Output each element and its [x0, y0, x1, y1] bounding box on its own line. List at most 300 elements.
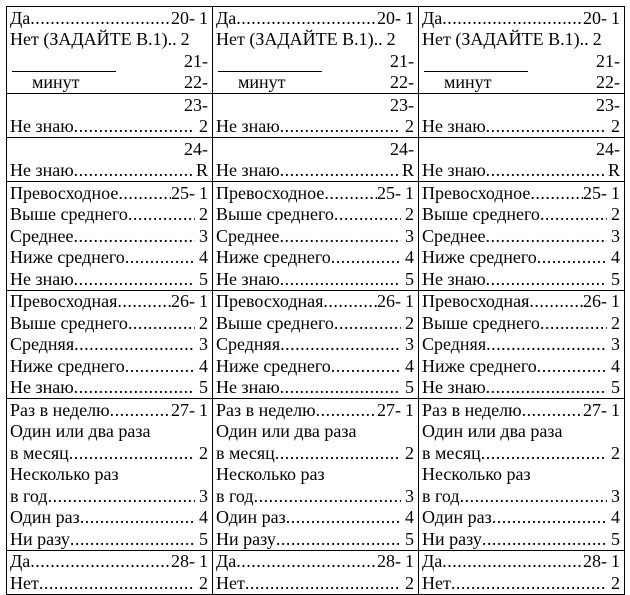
answer-label: Средняя [422, 334, 487, 354]
answer-label: Не знаю [422, 268, 486, 289]
answer-line [216, 485, 414, 507]
answer-line [216, 399, 414, 421]
dot-leader [276, 529, 401, 550]
dot-leader [486, 377, 607, 398]
question-number: 23- [596, 94, 620, 115]
answer-label: Выше среднего [422, 204, 540, 224]
answer-line [216, 334, 414, 356]
dot-leader [540, 313, 607, 334]
answer-label: Превосходное [422, 182, 531, 203]
dot-leader [442, 551, 583, 572]
answer-line [216, 507, 414, 529]
dot-leader [74, 377, 195, 398]
answer-label: Не знаю [10, 377, 74, 397]
answer-label: Один или два раза [216, 421, 357, 441]
answer-code: 2 [405, 442, 414, 463]
answer-code: 2 [611, 204, 620, 224]
answer-line [422, 507, 620, 529]
dot-leader [125, 356, 195, 377]
answer-line [10, 7, 208, 29]
answer-code: 3 [611, 334, 620, 354]
answer-line [422, 182, 620, 204]
answer-label: Да [10, 551, 31, 571]
answer-code: 5 [611, 377, 620, 397]
answer-cell [213, 7, 419, 94]
answer-cell [213, 399, 419, 551]
answer-label: Один раз [422, 507, 492, 527]
answer-line [216, 225, 414, 247]
question-number: 22- [390, 72, 414, 92]
question-number: 22- [596, 72, 620, 92]
answer-label: Не знаю [216, 268, 280, 289]
answer-line [10, 291, 208, 313]
question-number: 24- [184, 138, 208, 159]
blank-entry-line [218, 57, 322, 72]
question-number: 23- [184, 94, 208, 115]
dot-leader [492, 507, 607, 528]
dot-leader [537, 356, 607, 377]
answer-code: 2 [405, 116, 414, 136]
question-number-line [10, 50, 208, 72]
answer-line [10, 204, 208, 226]
answer-label: Раз в неделю [216, 399, 316, 420]
answer-line [422, 442, 620, 464]
answer-code: 5 [405, 268, 414, 289]
answer-line [422, 464, 620, 486]
answer-code: 1 [611, 551, 620, 571]
answer-code: 1 [199, 182, 208, 203]
dot-leader [110, 400, 171, 421]
answer-line [422, 377, 620, 399]
dot-leader [482, 529, 607, 550]
answer-line [10, 312, 208, 334]
answer-label: Не знаю [216, 160, 280, 180]
answer-line [422, 29, 620, 51]
answer-line [422, 204, 620, 226]
answer-line [216, 528, 414, 550]
answer-code: 2 [199, 442, 208, 463]
answer-code: 4 [405, 507, 414, 527]
answer-code: 1 [199, 551, 208, 571]
dot-leader [117, 291, 171, 312]
answer-line [216, 268, 414, 290]
answer-code: 1 [611, 399, 620, 420]
answer-code: 1 [405, 399, 414, 420]
answer-cell [419, 399, 625, 551]
answer-line [10, 182, 208, 204]
answer-code: 2 [199, 204, 208, 224]
dot-leader [280, 226, 401, 247]
answer-label: Не знаю [422, 377, 486, 397]
answer-line [216, 29, 414, 51]
answer-code: 2 [592, 29, 602, 49]
question-row [7, 550, 625, 594]
dot-leader [280, 116, 401, 137]
dot-leader [236, 8, 377, 29]
answer-label: Нет [216, 572, 245, 593]
answer-line [10, 334, 208, 356]
question-row [7, 399, 625, 551]
answer-cell [213, 182, 419, 291]
answer-grid [6, 6, 625, 595]
answer-label: Превосходная [216, 291, 324, 311]
question-number: 20- [171, 7, 195, 28]
answer-label: Ниже среднего [10, 247, 125, 267]
answer-code: 1 [611, 182, 620, 203]
answer-code: 2 [199, 572, 208, 593]
answer-code: 5 [405, 377, 414, 397]
question-number-line [422, 94, 620, 116]
answer-cell [7, 290, 213, 399]
dot-leader [486, 226, 607, 247]
answer-line [10, 528, 208, 550]
dot-leader [48, 486, 195, 507]
answer-code: 2 [405, 572, 414, 593]
answer-label: Несколько раз [216, 464, 325, 484]
answer-code: 5 [199, 528, 208, 549]
question-number: 24- [390, 138, 414, 159]
answer-cell [213, 290, 419, 399]
answer-cell [7, 399, 213, 551]
dot-leader [529, 291, 583, 312]
answer-line [10, 377, 208, 399]
answer-cell [7, 7, 213, 94]
answer-line [10, 442, 208, 464]
answer-cell [419, 550, 625, 594]
answer-code: R [195, 160, 208, 180]
answer-label: Нет [10, 572, 39, 593]
answer-code: 1 [611, 291, 620, 311]
answer-code: 5 [611, 268, 620, 289]
answer-label: в год [216, 485, 254, 506]
answer-label: в месяц [422, 442, 481, 463]
answer-line [10, 268, 208, 290]
answer-label: Один или два раза [422, 421, 563, 441]
answer-label: Не знаю [422, 116, 486, 136]
answer-line [216, 182, 414, 204]
dot-leader [280, 377, 401, 398]
answer-label: Выше среднего [422, 312, 540, 333]
dot-leader [280, 160, 398, 181]
dot-leader [286, 507, 401, 528]
answer-line [10, 355, 208, 377]
answer-line [216, 572, 414, 594]
dot-leader [481, 443, 607, 464]
answer-label: Ниже среднего [216, 355, 331, 376]
answer-code: 1 [405, 7, 414, 28]
dot-leader [280, 334, 401, 355]
answer-line [422, 72, 620, 94]
answer-code: 3 [405, 225, 414, 246]
answer-label: Не знаю [422, 160, 486, 180]
answer-code: 3 [611, 225, 620, 246]
answer-cell [419, 7, 625, 94]
answer-line [10, 29, 208, 51]
answer-label: в год [422, 485, 460, 506]
question-number-line [422, 138, 620, 160]
dot-leader [486, 269, 607, 290]
answer-code: 2 [611, 312, 620, 333]
answer-line [422, 312, 620, 334]
answer-label: Ниже среднего [422, 247, 537, 267]
answer-label: Раз в неделю [10, 399, 110, 420]
answer-code: 3 [405, 334, 414, 354]
question-number: 21- [184, 50, 208, 71]
answer-label: Нет [422, 572, 451, 593]
answer-line [10, 485, 208, 507]
dot-leader [522, 400, 583, 421]
answer-code: 2 [611, 116, 620, 136]
dot-leader [537, 247, 607, 268]
answer-code: 5 [405, 528, 414, 549]
answer-label: Выше среднего [10, 312, 128, 333]
question-row [7, 94, 625, 138]
answer-code: R [401, 160, 414, 180]
answer-line [216, 7, 414, 29]
dot-leader [254, 486, 401, 507]
answer-code: 4 [199, 507, 208, 527]
unit-label: минут [32, 72, 80, 92]
answer-label: Ниже среднего [216, 247, 331, 267]
answer-code: 1 [405, 182, 414, 203]
answer-code: 4 [199, 247, 208, 267]
answer-cell [419, 94, 625, 138]
answer-label: Один раз [216, 507, 286, 527]
answer-line [216, 204, 414, 226]
answer-code: 1 [199, 7, 208, 28]
answer-line [422, 551, 620, 573]
question-number: 27- [377, 399, 401, 420]
answer-label: Нет (ЗАДАЙТЕ В.1).. [10, 29, 177, 49]
unit-label: минут [444, 72, 492, 92]
answer-line [216, 377, 414, 399]
answer-code: 5 [611, 528, 620, 549]
answer-cell [7, 182, 213, 291]
answer-line [216, 312, 414, 334]
answer-line [216, 442, 414, 464]
dot-leader [74, 226, 195, 247]
answer-code: 4 [611, 247, 620, 267]
answer-cell [7, 138, 213, 182]
answer-code: 2 [386, 29, 396, 49]
answer-label: Нет (ЗАДАЙТЕ В.1).. [216, 29, 383, 49]
answer-code: 1 [611, 7, 620, 28]
answer-code: 2 [180, 29, 190, 49]
answer-label: Ниже среднего [422, 355, 537, 376]
answer-line [422, 160, 620, 182]
answer-line [422, 355, 620, 377]
answer-line [10, 116, 208, 138]
answer-label: Да [422, 551, 443, 571]
question-number: 25- [583, 182, 607, 203]
answer-label: в месяц [216, 442, 275, 463]
dot-leader [486, 334, 607, 355]
dot-leader [128, 204, 195, 225]
answer-line [216, 551, 414, 573]
dot-leader [74, 116, 195, 137]
dot-leader [118, 183, 171, 204]
dot-leader [442, 8, 583, 29]
answer-label: Не знаю [10, 116, 74, 136]
answer-code: 5 [199, 377, 208, 397]
dot-leader [334, 204, 401, 225]
answer-line [216, 160, 414, 182]
question-number-line [10, 94, 208, 116]
answer-line [422, 528, 620, 550]
dot-leader [334, 313, 401, 334]
answer-line [216, 247, 414, 269]
question-number-line [216, 138, 414, 160]
answer-label: Превосходная [10, 291, 118, 311]
answer-label: Среднее [216, 225, 280, 246]
dot-leader [80, 507, 195, 528]
question-number: 26- [583, 291, 607, 311]
question-number: 26- [171, 291, 195, 311]
dot-leader [74, 269, 195, 290]
dot-leader [331, 356, 401, 377]
answer-line [422, 421, 620, 443]
answer-cell [213, 94, 419, 138]
dot-leader [486, 116, 607, 137]
question-number: 20- [583, 7, 607, 28]
answer-line [10, 507, 208, 529]
answer-label: в год [10, 485, 48, 506]
answer-line [10, 160, 208, 182]
question-row [7, 138, 625, 182]
answer-line [10, 572, 208, 594]
dot-leader [323, 291, 377, 312]
answer-code: 1 [199, 399, 208, 420]
answer-code: 4 [405, 247, 414, 267]
unit-label: минут [238, 72, 286, 92]
answer-label: Не знаю [216, 377, 280, 397]
question-row [7, 182, 625, 291]
dot-leader [540, 204, 607, 225]
answer-line [422, 485, 620, 507]
answer-label: Раз в неделю [422, 399, 522, 420]
answer-code: 4 [611, 507, 620, 527]
answer-label: Не знаю [216, 116, 280, 136]
answer-code: 3 [199, 225, 208, 246]
answer-label: Несколько раз [422, 464, 531, 484]
answer-label: Ни разу [10, 528, 70, 549]
question-number: 28- [583, 551, 607, 571]
dot-leader [331, 247, 401, 268]
question-number: 28- [171, 551, 195, 571]
question-number: 26- [377, 291, 401, 311]
answer-line [10, 247, 208, 269]
answer-line [10, 421, 208, 443]
answer-line [216, 116, 414, 138]
answer-code: 3 [405, 485, 414, 506]
question-number-line [422, 50, 620, 72]
answer-code: 2 [199, 116, 208, 136]
dot-leader [236, 551, 377, 572]
answer-label: Нет (ЗАДАЙТЕ В.1).. [422, 29, 589, 49]
dot-leader [69, 443, 195, 464]
question-number: 25- [377, 182, 401, 203]
question-row [7, 290, 625, 399]
answer-label: Превосходное [216, 182, 325, 203]
blank-entry-line [12, 57, 116, 72]
question-number: 21- [596, 50, 620, 71]
question-number: 27- [583, 399, 607, 420]
dot-leader [74, 334, 195, 355]
answer-label: Один или два раза [10, 421, 151, 441]
answer-label: Выше среднего [10, 204, 128, 224]
dot-leader [74, 160, 192, 181]
dot-leader [486, 160, 604, 181]
answer-cell [419, 182, 625, 291]
answer-line [422, 291, 620, 313]
question-number-line [216, 94, 414, 116]
dot-leader [530, 183, 583, 204]
answer-label: Среднее [422, 225, 486, 246]
answer-label: в месяц [10, 442, 69, 463]
answer-cell [7, 550, 213, 594]
answer-label: Среднее [10, 225, 74, 246]
answer-line [10, 72, 208, 94]
answer-label: Ни разу [422, 528, 482, 549]
question-number: 22- [184, 72, 208, 92]
answer-line [216, 72, 414, 94]
answer-cell [419, 290, 625, 399]
answer-label: Ни разу [216, 528, 276, 549]
answer-label: Да [422, 7, 443, 28]
answer-line [422, 334, 620, 356]
dot-leader [245, 573, 401, 594]
answer-label: Ниже среднего [10, 355, 125, 376]
answer-code: 5 [199, 268, 208, 289]
answer-label: Превосходное [10, 182, 119, 203]
answer-line [422, 268, 620, 290]
blank-entry-line [424, 57, 528, 72]
dot-leader [451, 573, 607, 594]
answer-label: Средняя [10, 334, 75, 354]
answer-code: 2 [611, 572, 620, 593]
dot-leader [280, 269, 401, 290]
answer-code: R [607, 160, 620, 180]
dot-leader [316, 400, 377, 421]
dot-leader [39, 573, 195, 594]
answer-label: Не знаю [10, 268, 74, 289]
question-number: 23- [390, 94, 414, 115]
question-number: 21- [390, 50, 414, 71]
dot-leader [30, 8, 171, 29]
answer-label: Средняя [216, 334, 281, 354]
answer-line [422, 572, 620, 594]
answer-line [422, 116, 620, 138]
answer-code: 2 [199, 312, 208, 333]
dot-leader [30, 551, 171, 572]
answer-line [422, 399, 620, 421]
answer-label: Один раз [10, 507, 80, 527]
answer-cell [7, 94, 213, 138]
answer-line [422, 247, 620, 269]
answer-cell [213, 138, 419, 182]
dot-leader [324, 183, 377, 204]
answer-label: Да [10, 7, 31, 28]
answer-code: 3 [199, 334, 208, 354]
answer-cell [419, 138, 625, 182]
answer-line [422, 225, 620, 247]
question-number: 27- [171, 399, 195, 420]
question-number-line [216, 50, 414, 72]
question-number: 20- [377, 7, 401, 28]
dot-leader [275, 443, 401, 464]
answer-code: 4 [405, 355, 414, 376]
answer-line [422, 7, 620, 29]
